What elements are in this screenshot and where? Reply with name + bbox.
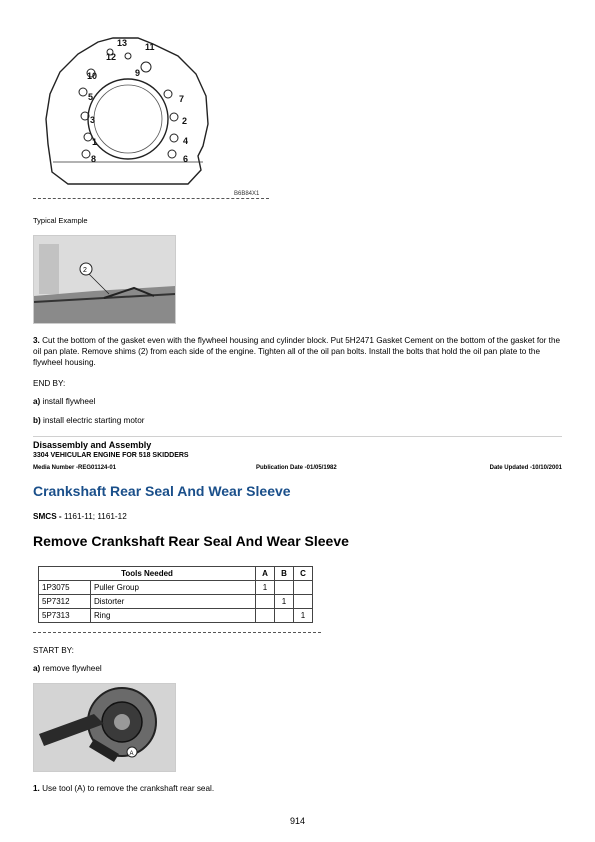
end-by-item-b: b) install electric starting motor xyxy=(33,416,145,425)
callout-2: 2 xyxy=(83,267,87,274)
tools-table-wrapper xyxy=(38,566,313,623)
diagram-callout-3: 3 xyxy=(90,115,96,125)
page-title: Crankshaft Rear Seal And Wear Sleeve xyxy=(33,483,291,499)
col-a-header: A xyxy=(256,567,275,581)
seal-removal-photo xyxy=(33,683,176,772)
media-number: Media Number -REG01124-01 xyxy=(33,465,117,471)
table-row: 5P7313 Ring 1 xyxy=(39,609,313,623)
diagram-callout-4: 4 xyxy=(183,136,189,146)
start-by-heading: START BY: xyxy=(33,646,74,655)
figure-code: B6B84X1 xyxy=(234,191,260,197)
publication-date: Publication Date -01/05/1982 xyxy=(256,465,337,471)
table-row: 1P3075 Puller Group 1 xyxy=(39,581,313,595)
section-separator xyxy=(33,436,562,437)
diagram-callout-10: 10 xyxy=(87,71,98,81)
diagram-callout-2: 2 xyxy=(182,116,188,126)
step-1 xyxy=(33,783,214,794)
smcs-codes: SMCS - 1161-11; 1161-12 xyxy=(33,512,127,521)
flywheel-housing-diagram xyxy=(38,34,218,194)
col-b-header: B xyxy=(275,567,294,581)
diagram-callout-7: 7 xyxy=(179,94,185,104)
diagram-callout-8: 8 xyxy=(91,154,97,164)
diagram-callout-5: 5 xyxy=(88,92,94,102)
diagram-callout-6: 6 xyxy=(183,154,189,164)
diagram-callout-11: 11 xyxy=(145,42,155,52)
oil-pan-photo xyxy=(33,235,176,324)
page-number: 914 xyxy=(289,816,306,826)
col-c-header: C xyxy=(294,567,313,581)
typical-example-caption: Typical Example xyxy=(33,216,88,225)
table-rule xyxy=(33,632,321,633)
diagram-callout-9: 9 xyxy=(135,68,141,78)
tools-table xyxy=(38,566,313,623)
table-row: 5P7312 Distorter 1 xyxy=(39,595,313,609)
end-by-heading: END BY: xyxy=(33,379,66,388)
callout-a: A xyxy=(129,751,134,757)
diagram-callout-12: 12 xyxy=(106,52,117,62)
section-heading: Disassembly and Assembly xyxy=(33,440,152,450)
diagram-callout-13: 13 xyxy=(117,38,128,48)
step-1-number: 1. xyxy=(33,784,40,793)
end-by-item-a: a) install flywheel xyxy=(33,397,96,406)
start-by-item-a: a) remove flywheel xyxy=(33,664,102,673)
step-3-number: 3. xyxy=(33,336,40,345)
model-heading: 3304 VEHICULAR ENGINE FOR 518 SKIDDERS xyxy=(33,452,189,459)
step-1-text: Use tool (A) to remove the crankshaft rear seal. xyxy=(42,784,215,793)
diagram-callout-1: 1 xyxy=(92,137,98,147)
date-updated: Date Updated -10/10/2001 xyxy=(489,465,562,471)
figure-rule xyxy=(33,198,269,199)
tools-header: Tools Needed xyxy=(39,567,256,581)
step-3 xyxy=(33,335,563,368)
step-3-text: Cut the bottom of the gasket even with the flywheel housing and cylinder block. Put 5H2471 Gasket Cement on the bottom of the gasket for the oil pan plate. Remove shims (2) from each side of the engine. Tighten all of the oil pan bolts. Install the bolts that hold the oil pan plate to the flywheel housing. xyxy=(33,336,561,367)
procedure-title: Remove Crankshaft Rear Seal And Wear Sleeve xyxy=(33,533,349,549)
